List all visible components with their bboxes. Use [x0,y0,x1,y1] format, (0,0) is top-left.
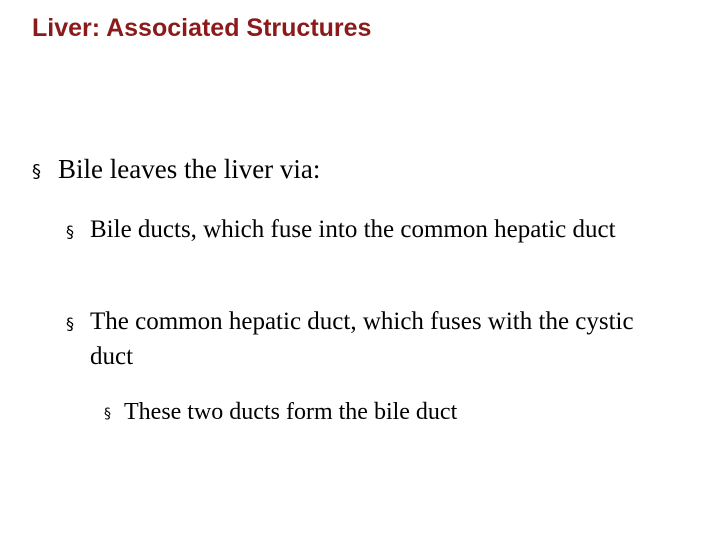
bullet-level-2 [66,212,666,247]
bullet-level-2 [66,304,666,374]
bullet-level-1 [32,151,682,187]
bullet-text: Bile leaves the liver via: [58,154,321,184]
slide-title: Liver: Associated Structures [32,14,372,42]
bullet-level-3 [104,396,664,428]
bullet-marker-icon: § [66,314,74,333]
bullet-text: The common hepatic duct, which fuses with the cystic duct [90,308,634,370]
bullet-text: Bile ducts, which fuse into the common hepatic duct [90,216,616,243]
bullet-marker-icon: § [104,406,111,422]
bullet-text: These two ducts form the bile duct [124,399,458,425]
bullet-marker-icon: § [32,161,41,182]
bullet-marker-icon: § [66,222,74,241]
